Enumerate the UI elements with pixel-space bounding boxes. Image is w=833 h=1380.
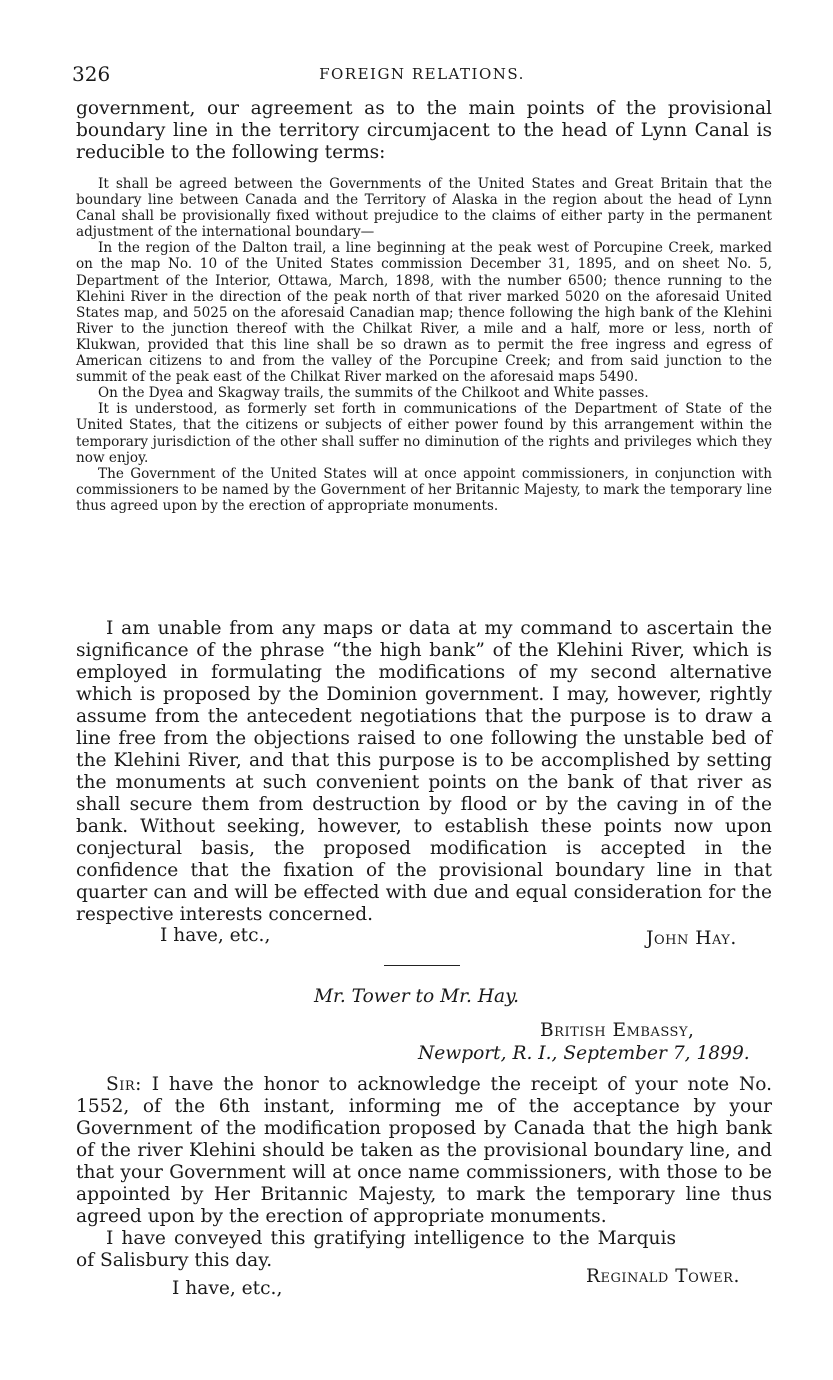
quoted-term: The Government of the United States will at once appoint commissioners, in conjunction with commissioners to be named by the Government of her Britannic Majesty, to mark the temporary line thus agreed upon by the erection of appropriate monuments. [76,465,772,514]
quoted-term: On the Dyea and Skagway trails, the summits of the Chilkoot and White passes. [98,385,649,402]
page-number: 326 [72,62,111,86]
quoted-term: It is understood, as formerly set forth in communications of the Department of State of the United States, that the citizens or subjects of either power found by this arrangement within the temporary jurisdiction of the other shall suffer no diminution of the rights and privileges which they now enjoy. [76,401,772,466]
main-paragraph: I am unable from any maps or data at my command to ascertain the significance of the phrase “the high bank” of the Klehini River, which is employed in formulating the modifications of my second alternative which is proposed by the Dominion government. I may, however, rightly assume from the antecedent negotiations that the purpose is to draw a line free from the objections raised to one following the unstable bed of the Klehini River, and that this purpose is to be accomplished by setting the monuments at such convenient points on the bank of that river as shall secure them from destruction by flood or by the caving in of the bank. Without seeking, however, to establish these points now upon conjectural basis, the proposed modification is accepted in the confidence that the fixation of the provisional boundary line in that quarter can and will be effected with due and equal consideration for the respective interests concerned. [76,618,772,925]
signature-reginald-tower: Reginald Tower. [586,1266,740,1287]
closing-1: I have, etc., [160,925,271,946]
intro-paragraph: government, our agreement as to the main points of the provisional boundary line in the territory circumjacent to the head of Lynn Canal is reducible to the following terms: [76,98,772,163]
signature-john-hay: John Hay. [646,928,737,949]
closing-2: I have, etc., [172,1278,283,1299]
quoted-terms [76,176,772,514]
quoted-term: In the region of the Dalton trail, a line beginning at the peak west of Porcupine Creek, marked on the map No. 10 of the United States commission December 31, 1895, and on sheet No. 5, Department of the Interior, Ottawa, March, 1898, with the number 6500; thence running to the Klehini River in the direction of the peak north of that river marked 5020 on the aforesaid United States map, and 5025 on the aforesaid Canadian map; thence following the high bank of the Klehini River to the junction thereof with the Chilkat River, a mile and a half, more or less, north of Klukwan, provided that this line shall be so drawn as to permit the free ingress and egress of American citizens to and from the valley of the Porcupine Creek; and from said junction to the summit of the peak east of the Chilkat River marked on the aforesaid maps 5490. [76,240,772,386]
section-divider [384,965,460,966]
salutation: Sir: [106,1074,142,1095]
page-header [72,62,772,88]
letter-date: Newport, R. I., September 7, 1899. [418,1043,750,1064]
letter-heading: Mr. Tower to Mr. Hay. [313,986,520,1007]
letter-body [76,1074,772,1228]
letter-place: British Embassy, [540,1020,695,1041]
letter-body-text: I have the honor to acknowledge the receipt of your note No. 1552, of the 6th instant, informing me of the acceptance by your Government of the modification proposed by Canada that the high bank of the river Klehini should be taken as the provisional boundary line, and that your Government will at once name commissioners, with those to be appointed by Her Britannic Majesty, to mark the temporary line thus agreed upon by the erection of appropriate monuments. [76,1074,773,1227]
running-title: FOREIGN RELATIONS. [319,65,525,83]
letter-body-2: I have conveyed this gratifying intelligence to the Marquis of Salisbury this day. [76,1228,676,1271]
quoted-term: It shall be agreed between the Governments of the United States and Great Britain that the boundary line between Canada and the Territory of Alaska in the region about the head of Lynn Canal shall be provisionally fixed without prejudice to the claims of either party in the permanent adjustment of the international boundary— [76,176,772,241]
